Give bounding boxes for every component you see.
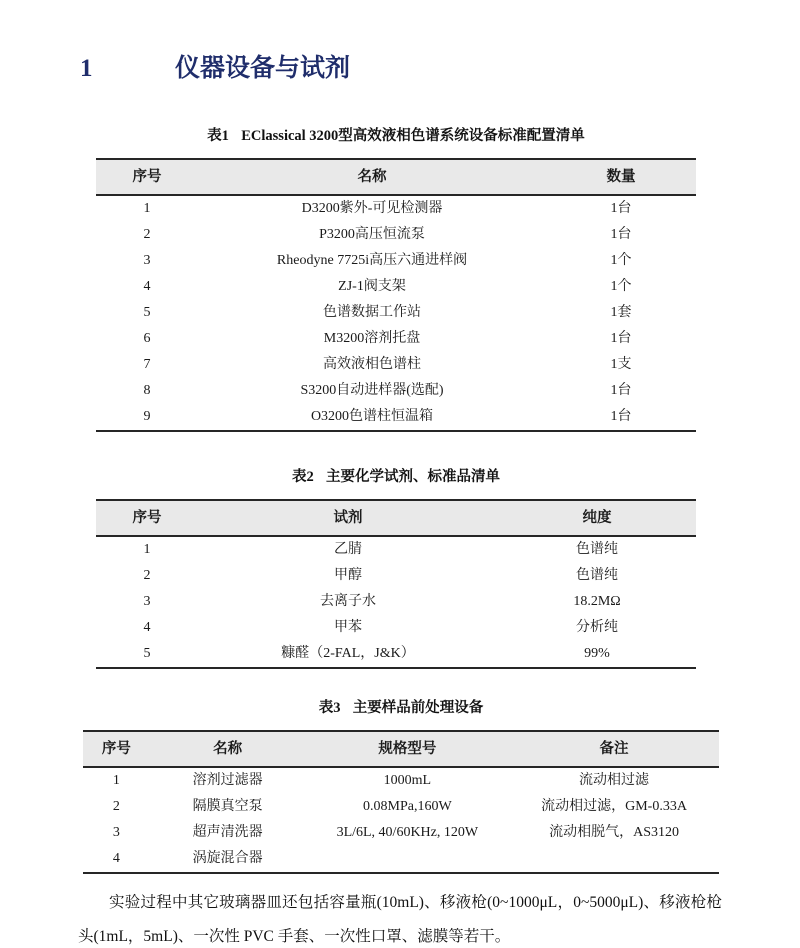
table-3-caption-text: 主要样品前处理设备 <box>352 700 484 716</box>
table-cell: 溶剂过滤器 <box>192 773 263 788</box>
table-cell: 色谱纯 <box>576 542 618 557</box>
table-cell: O3200色谱柱恒温箱 <box>310 409 434 424</box>
table-cell: 糠醛（2-FAL，J&K） <box>281 646 415 661</box>
table-cell: 1个 <box>610 279 632 294</box>
table-cell: 涡旋混合器 <box>192 851 263 866</box>
table-cell: M3200溶剂托盘 <box>323 331 421 346</box>
table-cell: 流动相脱气，AS3120 <box>549 825 679 840</box>
column-header: 名称 <box>150 731 306 767</box>
table-cell: 流动相过滤 <box>579 773 650 788</box>
table-1-caption <box>96 124 696 145</box>
table-cell <box>509 846 719 873</box>
column-header: 序号 <box>96 500 198 536</box>
table-row <box>83 794 719 820</box>
table-3-caption <box>83 696 719 717</box>
table-row <box>96 248 696 274</box>
column-header: 试剂 <box>198 500 498 536</box>
table-row <box>96 222 696 248</box>
table-row <box>83 820 719 846</box>
table-cell: 分析纯 <box>576 620 618 635</box>
table-cell: 3 <box>112 825 120 840</box>
table-header-row <box>96 500 696 536</box>
table-2-caption-text: 主要化学试剂、标准品清单 <box>326 469 501 485</box>
table-cell: 2 <box>112 799 120 814</box>
table-cell: 甲苯 <box>334 620 362 635</box>
table-cell: D3200紫外-可见检测器 <box>301 201 443 216</box>
table-cell: 甲醇 <box>334 568 362 583</box>
table-cell: 1 <box>143 201 151 216</box>
table-row <box>96 589 696 615</box>
table-cell: 2 <box>143 227 151 242</box>
table-cell: 去离子水 <box>320 594 376 609</box>
table-cell: 乙腈 <box>334 542 362 557</box>
column-header: 数量 <box>546 159 696 195</box>
column-header: 序号 <box>83 731 150 767</box>
table-cell: 6 <box>143 331 151 346</box>
table-2-caption-label: 表2 <box>291 469 314 485</box>
table-cell: 1台 <box>610 409 632 424</box>
table-cell: 1个 <box>610 253 632 268</box>
table-cell: 1支 <box>610 357 632 372</box>
table-1-block <box>0 124 800 432</box>
table-cell: 0.08MPa,160W <box>363 799 452 814</box>
table-row <box>96 300 696 326</box>
table-row <box>96 536 696 563</box>
section-number: 1 <box>80 55 93 82</box>
table-cell: 隔膜真空泵 <box>192 799 263 814</box>
column-header: 序号 <box>96 159 198 195</box>
table-cell: 1台 <box>610 201 632 216</box>
table-row <box>96 641 696 668</box>
table-cell: 1套 <box>610 305 632 320</box>
table-3-block <box>0 696 800 874</box>
table-cell: 3 <box>143 594 151 609</box>
column-header: 规格型号 <box>306 731 510 767</box>
table-row <box>83 846 719 873</box>
table-cell: 4 <box>112 851 120 866</box>
table-row <box>96 404 696 431</box>
table-cell <box>306 846 510 873</box>
section-title: 仪器设备与试剂 <box>175 55 351 82</box>
table-cell: P3200高压恒流泵 <box>319 227 425 242</box>
table-cell: 1 <box>143 542 151 557</box>
table-cell: 1 <box>112 773 120 788</box>
table-cell: 色谱纯 <box>576 568 618 583</box>
column-header: 名称 <box>198 159 546 195</box>
table-row <box>96 615 696 641</box>
table-cell: 1台 <box>610 383 632 398</box>
table-cell: 3L/6L, 40/60KHz, 120W <box>336 825 479 840</box>
equipment-table <box>96 158 696 432</box>
table-cell: 3 <box>143 253 151 268</box>
table-cell: 5 <box>143 646 151 661</box>
table-header-row <box>96 159 696 195</box>
table-cell: 18.2MΩ <box>573 594 621 609</box>
table-cell: ZJ-1阀支架 <box>338 279 406 294</box>
column-header: 纯度 <box>498 500 696 536</box>
table-cell: 1台 <box>610 227 632 242</box>
reagents-table <box>96 499 696 669</box>
table-cell: 5 <box>143 305 151 320</box>
section-heading <box>80 48 800 84</box>
table-cell: 流动相过滤，GM-0.33A <box>541 799 687 814</box>
table-cell: Rheodyne 7725i高压六通进样阀 <box>276 253 468 268</box>
table-row <box>83 767 719 794</box>
table-cell: 色谱数据工作站 <box>323 305 421 320</box>
table-3-caption-label: 表3 <box>318 700 341 716</box>
table-cell: 7 <box>143 357 151 372</box>
table-row <box>96 326 696 352</box>
table-cell: 1000mL <box>383 773 432 788</box>
pretreatment-table <box>83 730 719 874</box>
table-row <box>96 274 696 300</box>
column-header: 备注 <box>509 731 719 767</box>
table-1-caption-text: EClassical 3200型高效液相色谱系统设备标准配置清单 <box>241 128 585 144</box>
table-2-caption <box>96 465 696 486</box>
table-cell: 99% <box>584 646 610 661</box>
table-1-caption-label: 表1 <box>207 128 229 144</box>
table-cell: 2 <box>143 568 151 583</box>
table-cell: 4 <box>143 620 151 635</box>
table-header-row <box>83 731 719 767</box>
table-row <box>96 195 696 222</box>
table-cell: 4 <box>143 279 151 294</box>
table-cell: 超声清洗器 <box>192 825 263 840</box>
table-cell: 高效液相色谱柱 <box>323 357 421 372</box>
table-cell: S3200自动进样器(选配) <box>300 383 444 398</box>
table-cell: 9 <box>143 409 151 424</box>
table-row <box>96 378 696 404</box>
closing-paragraph: 实验过程中其它玻璃器皿还包括容量瓶(10mL)、移液枪(0~1000μL，0~5000μL)、移液枪枪头(1mL，5mL)、一次性 PVC 手套、一次性口罩、滤膜等若干。 <box>78 894 722 945</box>
table-row <box>96 563 696 589</box>
table-row <box>96 352 696 378</box>
table-cell: 8 <box>143 383 151 398</box>
table-cell: 1台 <box>610 331 632 346</box>
table-2-block <box>0 465 800 669</box>
